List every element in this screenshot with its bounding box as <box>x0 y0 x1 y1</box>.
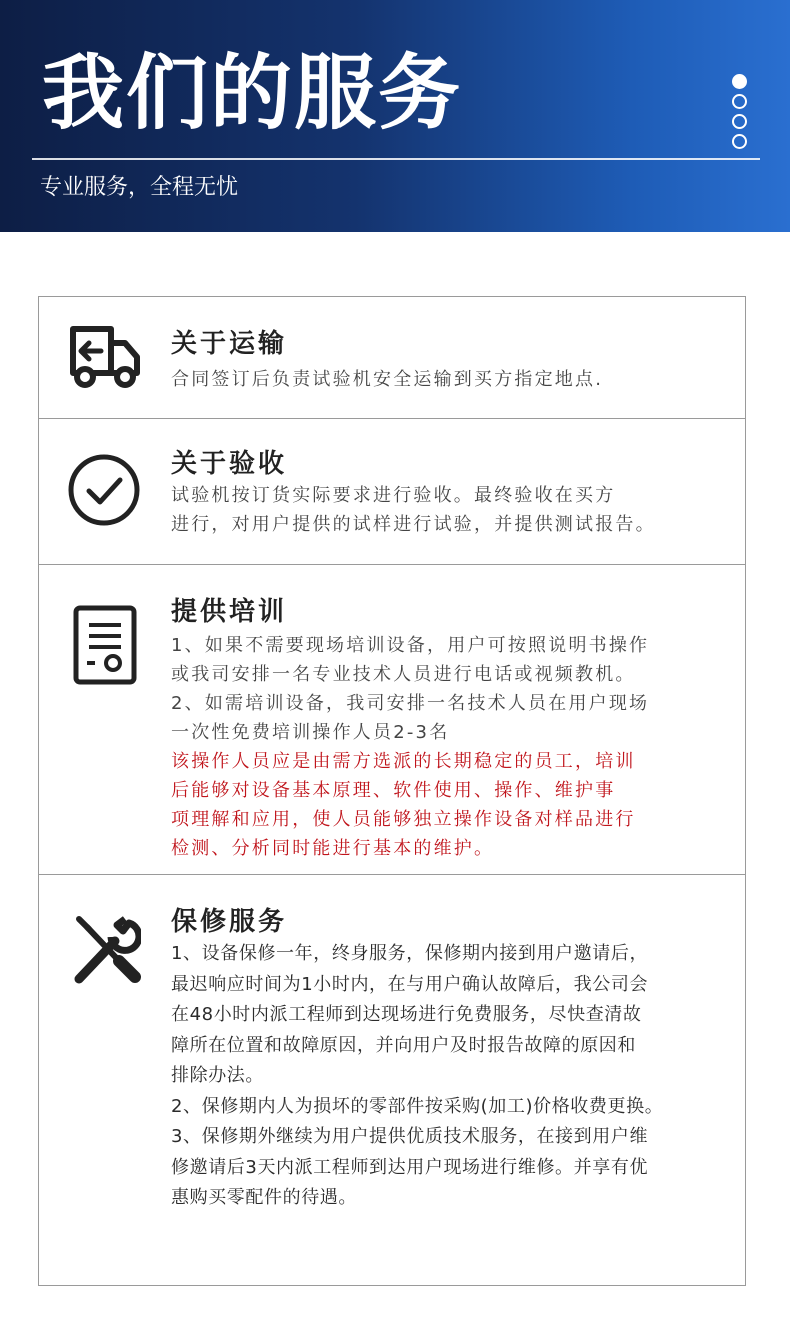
pager-dot[interactable] <box>732 94 747 109</box>
text-line: 修邀请后3天内派工程师到达用户现场进行维修。并享有优 <box>171 1156 649 1178</box>
section-body <box>171 631 743 863</box>
header-banner <box>0 0 790 232</box>
page-title: 我们的服务 <box>42 46 463 141</box>
text-line: 试验机按订货实际要求进行验收。最终验收在买方 <box>171 485 616 506</box>
truck-icon <box>67 323 143 389</box>
pager-dots[interactable] <box>732 74 748 154</box>
section-title: 保修服务 <box>171 907 288 937</box>
check-circle-icon <box>67 453 141 527</box>
section-title: 关于验收 <box>171 449 288 479</box>
section-warranty <box>39 875 745 1285</box>
section-title: 关于运输 <box>171 329 288 359</box>
text-line: 一次性免费培训操作人员2-3名 <box>171 722 450 743</box>
highlight-line: 项理解和应用，使人员能够独立操作设备对样品进行 <box>171 809 636 830</box>
section-body <box>171 365 743 395</box>
text-line: 或我司安排一名专业技术人员进行电话或视频教机。 <box>171 664 636 685</box>
text-line: 进行，对用户提供的试样进行试验，并提供测试报告。 <box>171 514 656 535</box>
section-body <box>171 481 743 539</box>
section-transport <box>39 297 745 419</box>
text-line: 在48小时内派工程师到达现场进行免费服务，尽快查清故 <box>171 1004 642 1025</box>
text-line: 2、如需培训设备，我司安排一名技术人员在用户现场 <box>171 693 650 714</box>
text-line: 最迟响应时间为1小时内，在与用户确认故障后，我公司会 <box>171 973 649 995</box>
header-divider <box>32 158 760 160</box>
document-icon <box>73 605 137 685</box>
page-subtitle: 专业服务，全程无忧 <box>40 175 239 200</box>
text-line: 惠购买零配件的待遇。 <box>171 1187 357 1208</box>
section-title: 提供培训 <box>171 597 288 627</box>
text-line: 排除办法。 <box>171 1065 264 1086</box>
text-line: 3、保修期外继续为用户提供优质技术服务，在接到用户维 <box>171 1126 649 1147</box>
highlight-line: 检测、分析同时能进行基本的维护。 <box>171 838 495 859</box>
section-training <box>39 565 745 875</box>
section-body <box>171 939 743 1214</box>
wrench-screwdriver-icon <box>71 915 141 987</box>
text-line: 合同签订后负责试验机安全运输到买方指定地点. <box>171 369 604 390</box>
text-line: 2、保修期内人为损坏的零部件按采购(加工)价格收费更换。 <box>171 1095 664 1117</box>
pager-dot[interactable] <box>732 134 747 149</box>
text-line: 障所在位置和故障原因，并向用户及时报告故障的原因和 <box>171 1034 636 1056</box>
service-card <box>38 296 746 1286</box>
text-line: 1、如果不需要现场培训设备，用户可按照说明书操作 <box>171 635 650 656</box>
highlight-line: 后能够对设备基本原理、软件使用、操作、维护事 <box>171 780 616 801</box>
highlight-line: 该操作人员应是由需方选派的长期稳定的员工，培训 <box>171 751 636 772</box>
pager-dot-active[interactable] <box>732 74 747 89</box>
text-line: 1、设备保修一年，终身服务，保修期内接到用户邀请后， <box>171 943 649 964</box>
section-acceptance <box>39 419 745 565</box>
pager-dot[interactable] <box>732 114 747 129</box>
